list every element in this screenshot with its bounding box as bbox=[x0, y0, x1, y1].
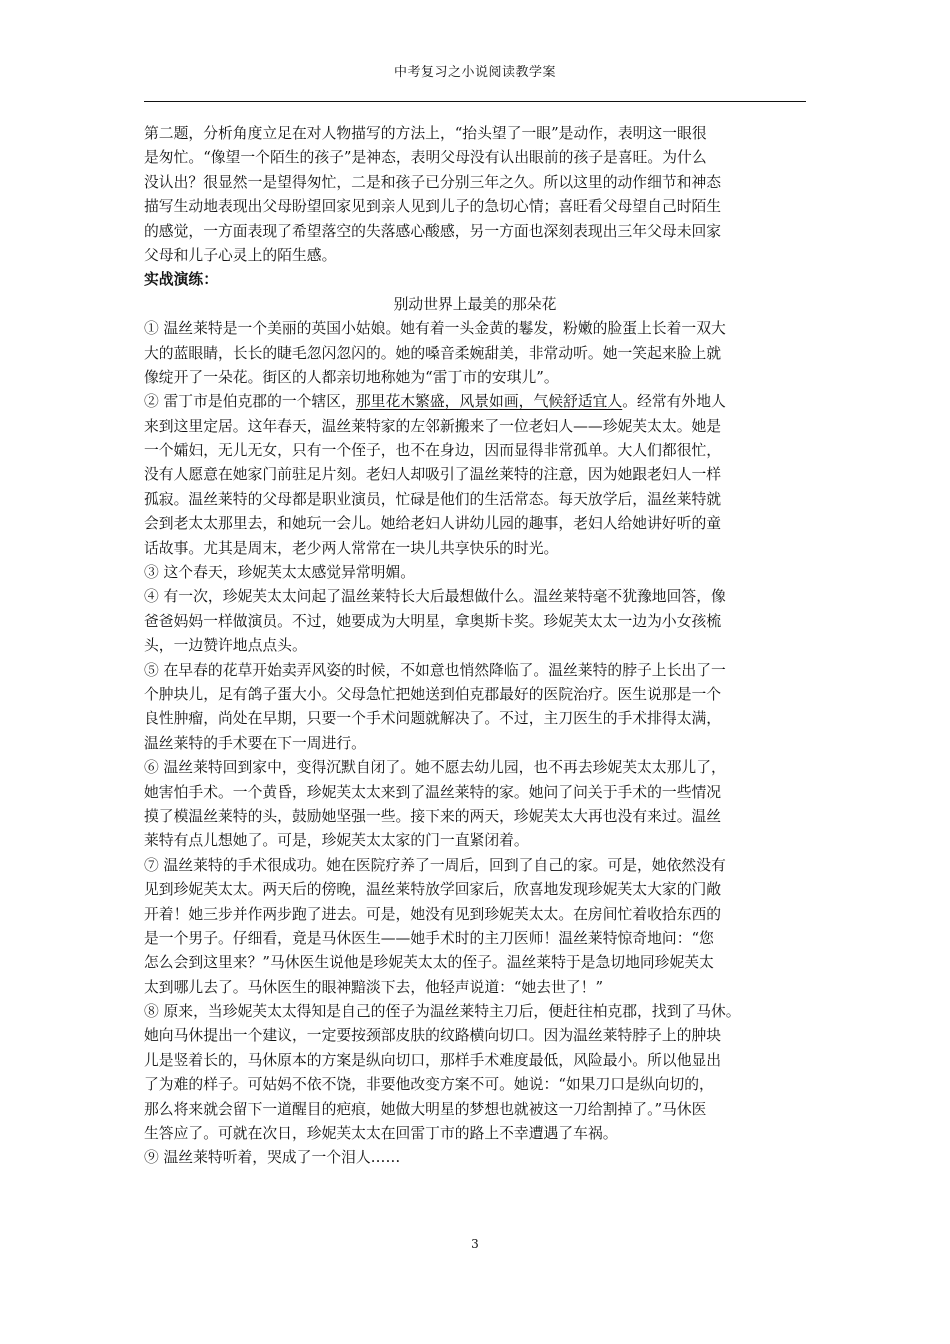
story-line: 莱特有点儿想她了。可是，珍妮芙太太家的门一直紧闭着。 bbox=[144, 832, 529, 850]
analysis-line: 父母和儿子心灵上的陌生感。 bbox=[144, 246, 337, 264]
story-line: ⑤ 在早春的花草开始卖弄风姿的时候，不如意也悄然降临了。温丝莱特的脖子上长出了一 bbox=[144, 661, 726, 679]
story-line: ⑧ 原来，当珍妮芙太太得知是自己的侄子为温丝莱特主刀后，便赶往柏克郡，找到了马休。 bbox=[144, 1003, 741, 1021]
underlined-phrase: 那里花木繁盛，风景如画，气候舒适宜人 bbox=[355, 393, 623, 411]
story-text: 。经常有外地人 bbox=[622, 393, 726, 411]
analysis-paragraph bbox=[144, 122, 816, 268]
story-line: 爸爸妈妈一样做演员。不过，她要成为大明星，拿奥斯卡奖。珍妮芙太太一边为小女孩梳 bbox=[144, 612, 722, 630]
document-body bbox=[144, 122, 816, 1171]
story-line: 头，一边赞许地点点头。 bbox=[144, 637, 307, 655]
story-text: ② 雷丁市是伯克郡的一个辖区， bbox=[144, 393, 356, 411]
story-paragraph-7 bbox=[144, 854, 816, 1000]
story-line: 摸了模温丝莱特的头，鼓励她坚强一些。接下来的两天，珍妮芙太大再也没有来过。温丝 bbox=[144, 807, 722, 825]
story-line: 了为难的样子。可姑妈不依不饶，非要他改变方案不可。她说：“如果刀口是纵向切的， bbox=[144, 1076, 714, 1094]
story-line: 话故事。尤其是周末，老少两人常常在一块儿共享快乐的时光。 bbox=[144, 539, 559, 557]
story-line: 她向马休提出一个建议，一定要按颈部皮肤的纹路横向切口。因为温丝莱特脖子上的肿块 bbox=[144, 1027, 722, 1045]
story-paragraph-8 bbox=[144, 1000, 816, 1146]
story-line: 没有人愿意在她家门前驻足片刻。老妇人却吸引了温丝莱特的注意，因为她跟老妇人一样 bbox=[144, 466, 722, 484]
story-line: ⑨ 温丝莱特听着，哭成了一个泪人…… bbox=[144, 1149, 401, 1167]
story-paragraph-5 bbox=[144, 659, 816, 757]
story-line: ③ 这个春天，珍妮芙太太感觉异常明媚。 bbox=[144, 564, 416, 582]
story-line bbox=[144, 390, 816, 414]
story-line: 会到老太太那里去，和她玩一会儿。她给老妇人讲幼儿园的趣事，老妇人给她讲好听的童 bbox=[144, 515, 722, 533]
story-line: 来到这里定居。这年春天，温丝莱特家的左邻新搬来了一位老妇人——珍妮芙太太。她是 bbox=[144, 417, 722, 435]
story-paragraph-3 bbox=[144, 561, 816, 585]
story-line: 儿是竖着长的，马休原本的方案是纵向切口，那样手术难度最低，风险最小。所以他显出 bbox=[144, 1051, 722, 1069]
story-paragraph-1 bbox=[144, 317, 816, 390]
header-divider bbox=[144, 101, 806, 102]
story-line: ① 温丝莱特是一个美丽的英国小姑娘。她有着一头金黄的鬈发，粉嫩的脸蛋上长着一双大 bbox=[144, 320, 726, 338]
story-line: 良性肿瘤，尚处在早期，只要一个手术问题就解决了。不过，主刀医生的手术排得太满， bbox=[144, 710, 722, 728]
story-line: 是一个男子。仔细看，竟是马休医生——她手术时的主刀医师！温丝莱特惊奇地问：“您 bbox=[144, 929, 714, 947]
story-line: 那么将来就会留下一道醒目的疤痕，她做大明星的梦想也就被这一刀给割掉了。”马休医 bbox=[144, 1100, 707, 1118]
story-line: ⑥ 温丝莱特回到家中，变得沉默自闭了。她不愿去幼儿园，也不再去珍妮芙太太那儿了， bbox=[144, 759, 726, 777]
story-paragraph-4 bbox=[144, 585, 816, 658]
story-line: 生答应了。可就在次日，珍妮芙太太在回雷丁市的路上不幸遭遇了车祸。 bbox=[144, 1125, 618, 1143]
story-line: 温丝莱特的手术要在下一周进行。 bbox=[144, 734, 366, 752]
story-line: 见到珍妮芙太太。两天后的傍晚，温丝莱特放学回家后，欣喜地发现珍妮芙太大家的门敞 bbox=[144, 881, 722, 899]
story-paragraph-6 bbox=[144, 756, 816, 854]
analysis-line: 是匆忙。“像望一个陌生的孩子”是神态，表明父母没有认出眼前的孩子是喜旺。为什么 bbox=[144, 149, 707, 167]
page-header-title: 中考复习之小说阅读教学案 bbox=[393, 65, 556, 80]
story-line: 怎么会到这里来？”马休医生说他是珍妮芙太太的侄子。温丝莱特于是急切地同珍妮芙太 bbox=[144, 954, 714, 972]
story-line: ④ 有一次，珍妮芙太太问起了温丝莱特长大后最想做什么。温丝莱特毫不犹豫地回答，像 bbox=[144, 588, 726, 606]
story-line: 孤寂。温丝莱特的父母都是职业演员，忙碌是他们的生活常态。每天放学后，温丝莱特就 bbox=[144, 490, 722, 508]
story-line: 大的蓝眼睛，长长的睫毛忽闪忽闪的。她的嗓音柔婉甜美，非常动听。她一笑起来脸上就 bbox=[144, 344, 722, 362]
story-line: 个肿块儿，足有鸽子蛋大小。父母急忙把她送到伯克郡最好的医院治疗。医生说那是一个 bbox=[144, 685, 722, 703]
story-line: 开着！她三步并作两步跑了进去。可是，她没有见到珍妮芙太太。在房间忙着收拾东西的 bbox=[144, 905, 722, 923]
analysis-line: 没认出？很显然一是望得匆忙，二是和孩子已分别三年之久。所以这里的动作细节和神态 bbox=[144, 173, 722, 191]
analysis-line: 第二题，分析角度立足在对人物描写的方法上，“抬头望了一眼”是动作，表明这一眼很 bbox=[144, 125, 707, 142]
story-line: 她害怕手术。一个黄昏，珍妮芙太太来到了温丝莱特的家。她问了问关于手术的一些情况 bbox=[144, 783, 722, 801]
story-line: 像绽开了一朵花。街区的人都亲切地称她为“雷丁市的安琪儿”。 bbox=[144, 368, 559, 386]
analysis-line: 描写生动地表现出父母盼望回家见到亲人见到儿子的急切心情；喜旺看父母望自己时陌生 bbox=[144, 198, 722, 216]
story-paragraph-9 bbox=[144, 1146, 816, 1170]
story-line: ⑦ 温丝莱特的手术很成功。她在医院疗养了一周后，回到了自己的家。可是，她依然没有 bbox=[144, 856, 726, 874]
story-title: 别动世界上最美的那朵花 bbox=[393, 295, 557, 313]
analysis-line: 的感觉，一方面表现了希望落空的失落感心酸感，另一方面也深刻表现出三年父母未回家 bbox=[144, 222, 722, 240]
section-heading: 实战演练： bbox=[144, 271, 218, 289]
story-line: 太到哪儿去了。马休医生的眼神黯淡下去，他轻声说道：“她去世了！” bbox=[144, 978, 604, 996]
story-paragraph-2 bbox=[144, 390, 816, 561]
page-number: 3 bbox=[471, 1237, 479, 1251]
story-line: 一个孀妇，无儿无女，只有一个侄子，也不在身边，因而显得非常孤单。大人们都很忙， bbox=[144, 442, 722, 460]
